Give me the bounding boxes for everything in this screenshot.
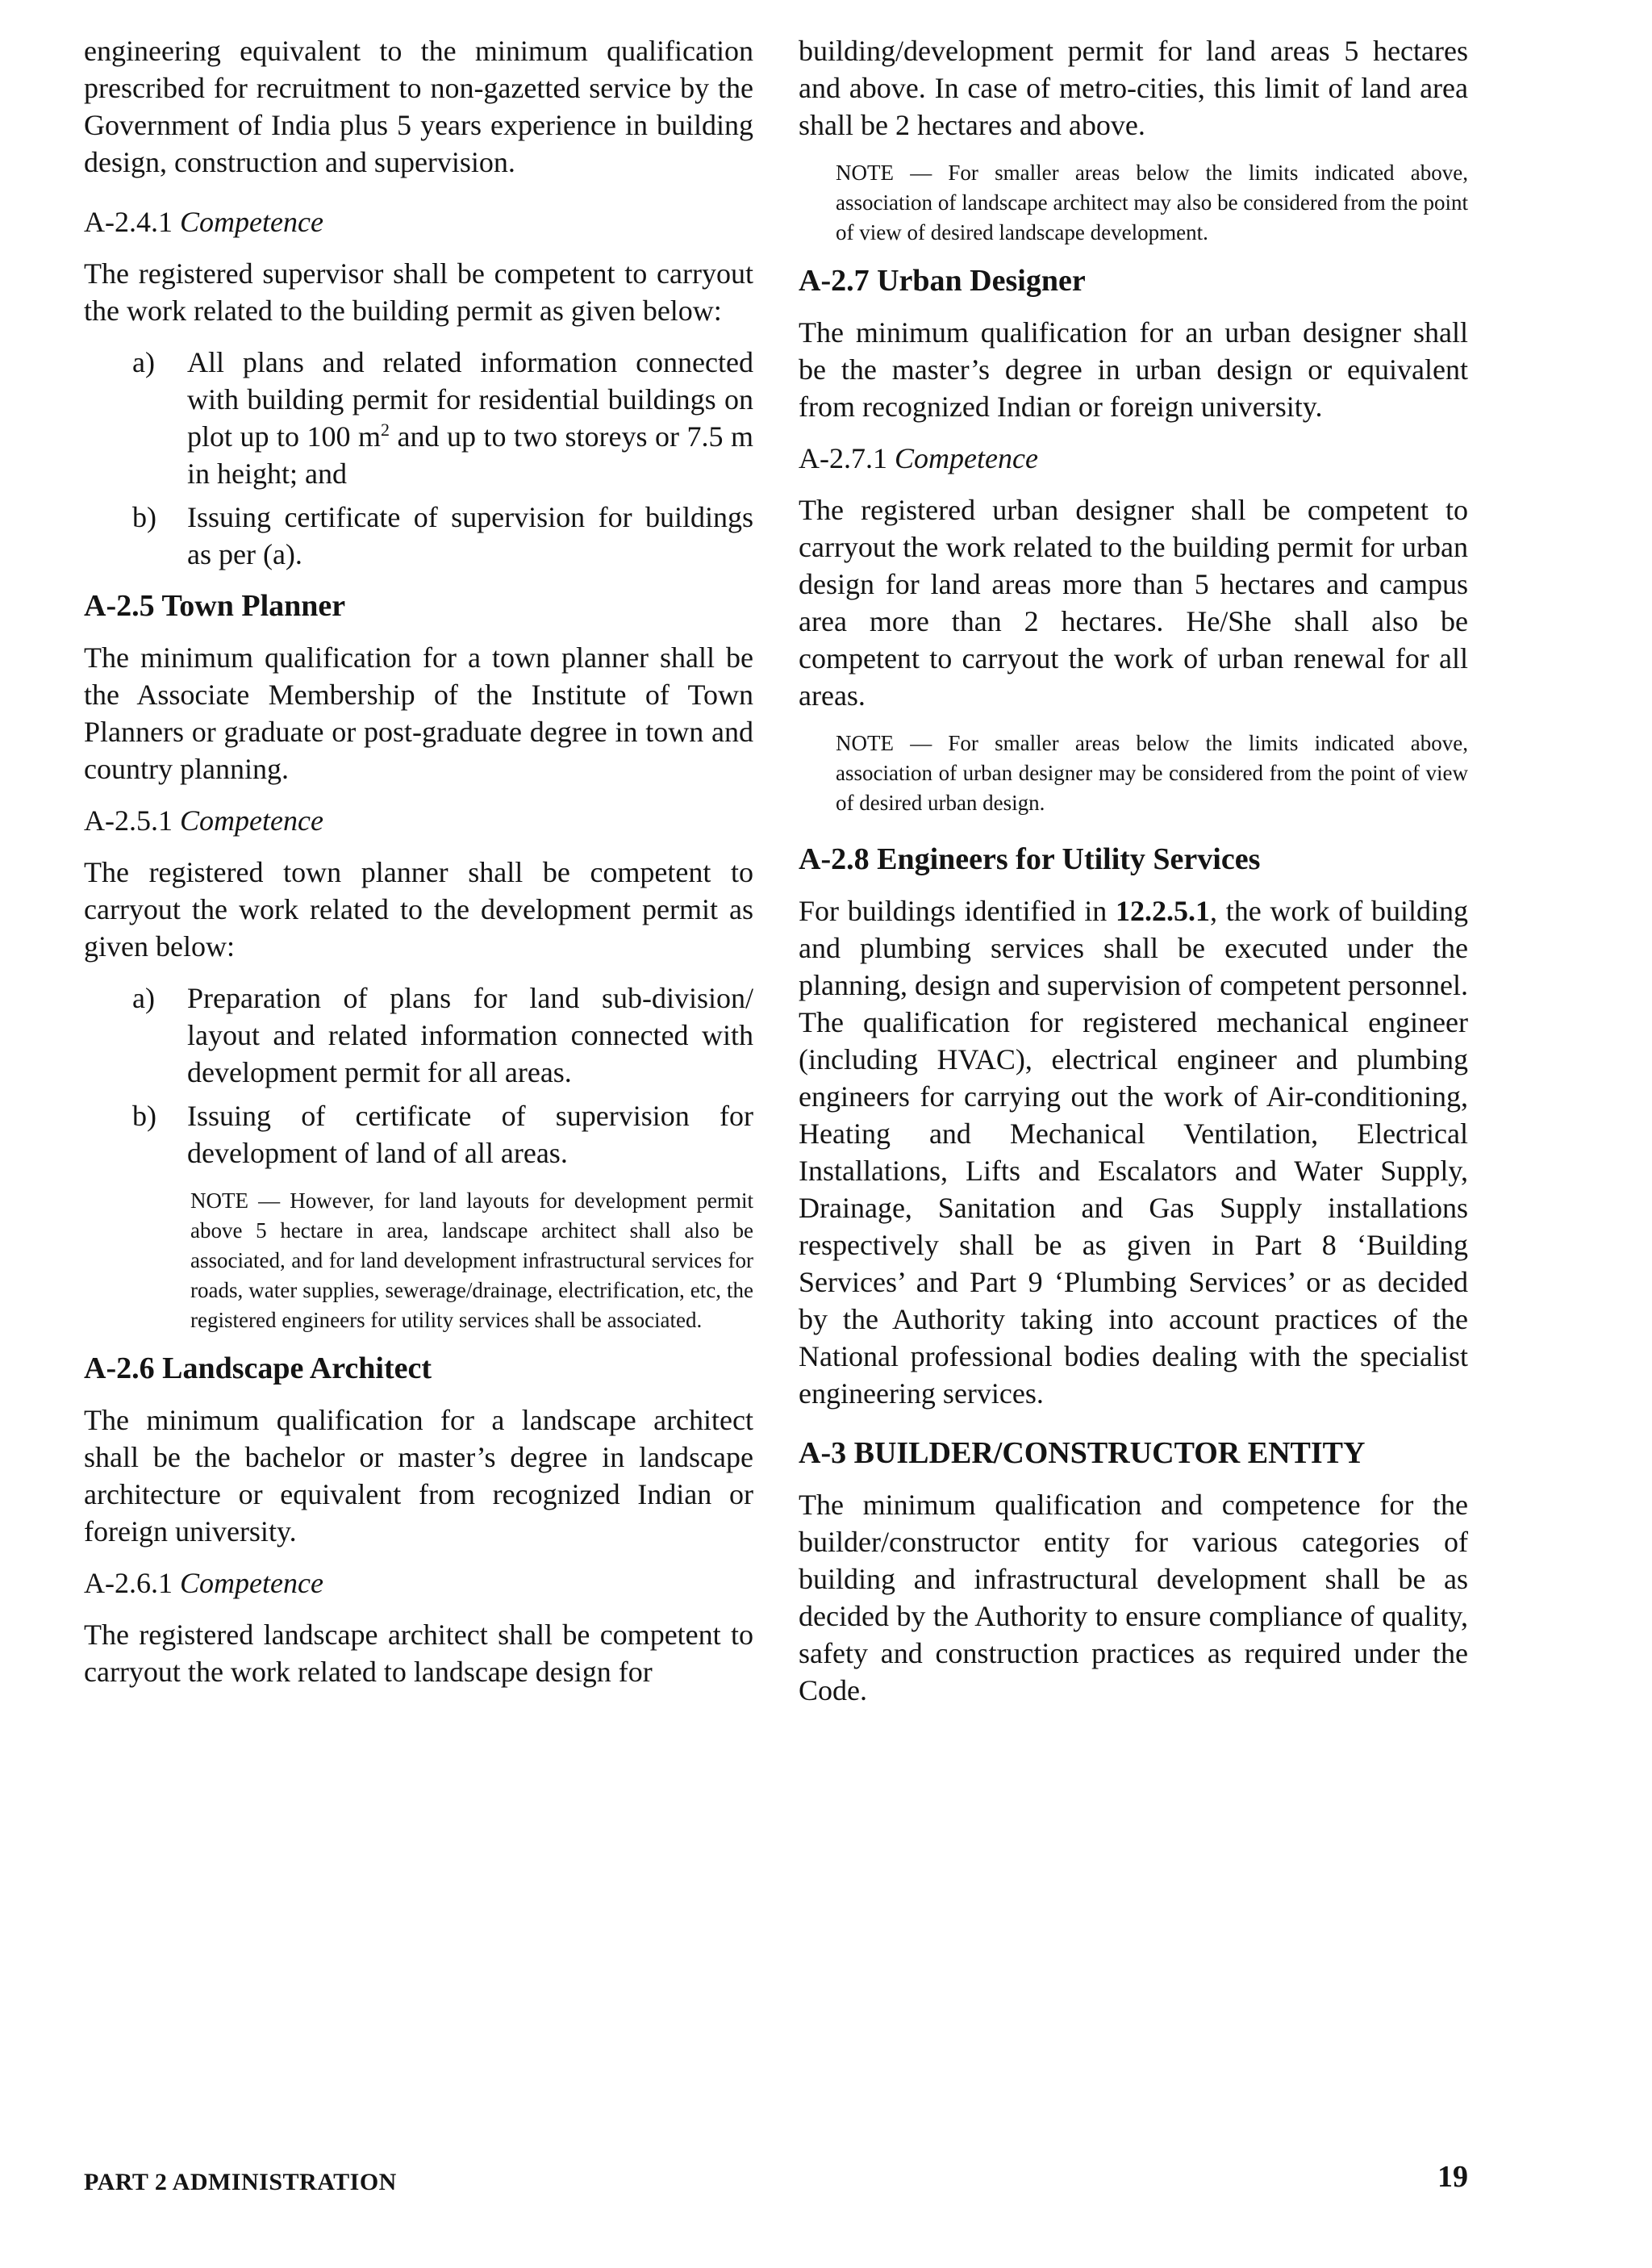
note-a-2-5-1: NOTE — However, for land layouts for development permit above 5 hectare in area, landscape architect shall also be associated, and for land development infrastructural services for roads, water supplies, sewerage/drainage, electrification, etc, the registered engineers for utility services shall be associated. (190, 1188, 753, 1332)
list-item (84, 1097, 753, 1172)
heading-title: Engineers for Utility Services (877, 842, 1261, 876)
heading-title: Urban Designer (877, 264, 1086, 298)
list-item-label: b) (132, 1100, 156, 1132)
heading-a-2-6-1 (84, 1564, 753, 1602)
footer-part-label: PART 2 ADMINISTRATION (84, 2169, 397, 2195)
heading-number: A-2.5.1 (84, 804, 173, 837)
heading-number: A-2.6.1 (84, 1567, 173, 1599)
list-item-label: b) (132, 501, 156, 533)
heading-number: A-2.6 (84, 1351, 155, 1385)
list-item-text-cont: and up to two storeys or 7.5 m in height; and (187, 420, 753, 490)
note-urban: NOTE — For smaller areas below the limits indicated above, association of urban designer may be considered from the point of view of desired urban design. (836, 731, 1468, 815)
heading-title: Town Planner (161, 589, 346, 623)
list-item-text: Issuing of certificate of supervision for development of land of all areas. (187, 1100, 753, 1169)
right-column (799, 32, 1468, 1709)
paragraph-a-3: The minimum qualification and competence for the builder/constructor entity for various categories of building and infrastructural development shall be as decided by the Authority to ensure compliance of quality, safety and construction practices as required under the Code. (799, 1489, 1468, 1706)
clause-reference: 12.2.5.1 (1116, 895, 1211, 927)
heading-a-2-8 (799, 841, 1468, 878)
continued-paragraph: building/development permit for land areas 5 hectares and above. In case of metro-cities, this limit of land area shall be 2 hectares and above. (799, 35, 1468, 141)
heading-a-2-7-1 (799, 440, 1468, 477)
heading-number: A-2.7 (799, 264, 870, 298)
paragraph-a-2-4-1: The registered supervisor shall be competent to carryout the work related to the building permit as given below: (84, 257, 753, 327)
heading-number: A-2.8 (799, 842, 870, 876)
heading-title: Landscape Architect (162, 1351, 432, 1385)
heading-title: Competence (180, 206, 323, 238)
list-item-text: Preparation of plans for land sub-division/ layout and related information connected with development permit for all areas. (187, 982, 753, 1088)
heading-number: A-3 (799, 1436, 847, 1470)
list-item (84, 979, 753, 1091)
paragraph-text: For buildings identified in (799, 895, 1116, 927)
heading-number: A-2.7.1 (799, 442, 887, 474)
list-item-text: All plans and related information connected with building permit for residential buildings on plot up to 100 m (187, 346, 753, 453)
paragraph-a-2-5-1: The registered town planner shall be competent to carryout the work related to the development permit as given below: (84, 856, 753, 963)
list-item-text: Issuing certificate of supervision for buildings as per (a). (187, 501, 753, 570)
note-landscape: NOTE — For smaller areas below the limits indicated above, association of landscape architect may also be considered from the point of view of desired landscape development. (836, 161, 1468, 244)
heading-a-2-5-1 (84, 802, 753, 839)
heading-a-2-4-1 (84, 203, 753, 240)
superscript: 2 (381, 420, 390, 440)
list-item-label: a) (132, 982, 155, 1014)
paragraph-a-2-6-1: The registered landscape architect shall be competent to carryout the work related to landscape design for (84, 1619, 753, 1688)
page-number: 19 (1437, 2160, 1468, 2194)
paragraph-text-cont: , the work of building and plumbing services shall be executed under the planning, design and supervision of competent personnel. The qualification for registered mechanical engineer (including HVAC), electrical engineer and plumbing engineers for carrying out the work of Air-conditioning, Heating and Mechanical Ventilation, Electrical Installations, Lifts and Escalators and Water Supply, Drainage, Sanitation and Gas Supply installations respectively shall be as given in Part 8 ‘Building Services’ and Part 9 ‘Plumbing Services’ or as decided by the Authority taking into account practices of the National professional bodies dealing with the specialist engineering services. (799, 895, 1468, 1410)
list-item-label: a) (132, 346, 155, 378)
heading-title: Competence (895, 442, 1038, 474)
paragraph-a-2-7-1: The registered urban designer shall be competent to carryout the work related to the building permit for urban design for land areas more than 5 hectares and campus area more than 2 hectares. He/She shall also be competent to carryout the work of urban renewal for all areas. (799, 494, 1468, 712)
heading-a-3 (799, 1435, 1468, 1472)
list-a-2-4-1 (84, 344, 753, 573)
list-item (84, 499, 753, 573)
list-a-2-5-1 (84, 979, 753, 1172)
list-item (84, 344, 753, 492)
intro-paragraph: engineering equivalent to the minimum qualification prescribed for recruitment to non-gazetted service by the Government of India plus 5 years experience in building design, construction and supervision. (84, 35, 753, 178)
heading-a-2-6 (84, 1350, 753, 1387)
heading-title: BUILDER/CONSTRUCTOR ENTITY (853, 1436, 1366, 1470)
paragraph-a-2-6: The minimum qualification for a landscape architect shall be the bachelor or master’s degree in landscape architecture or equivalent from recognized Indian or foreign university. (84, 1404, 753, 1548)
heading-a-2-5 (84, 587, 753, 624)
heading-title: Competence (180, 804, 323, 837)
heading-a-2-7 (799, 262, 1468, 299)
paragraph-a-2-7: The minimum qualification for an urban designer shall be the master’s degree in urban design or equivalent from recognized Indian or foreign university. (799, 316, 1468, 423)
heading-number: A-2.4.1 (84, 206, 173, 238)
paragraph-a-2-5: The minimum qualification for a town planner shall be the Associate Membership of the Institute of Town Planners or graduate or post-graduate degree in town and country planning. (84, 641, 753, 785)
heading-title: Competence (180, 1567, 323, 1599)
paragraph-a-2-8 (799, 892, 1468, 1412)
left-column (84, 32, 753, 1690)
heading-number: A-2.5 (84, 589, 155, 623)
